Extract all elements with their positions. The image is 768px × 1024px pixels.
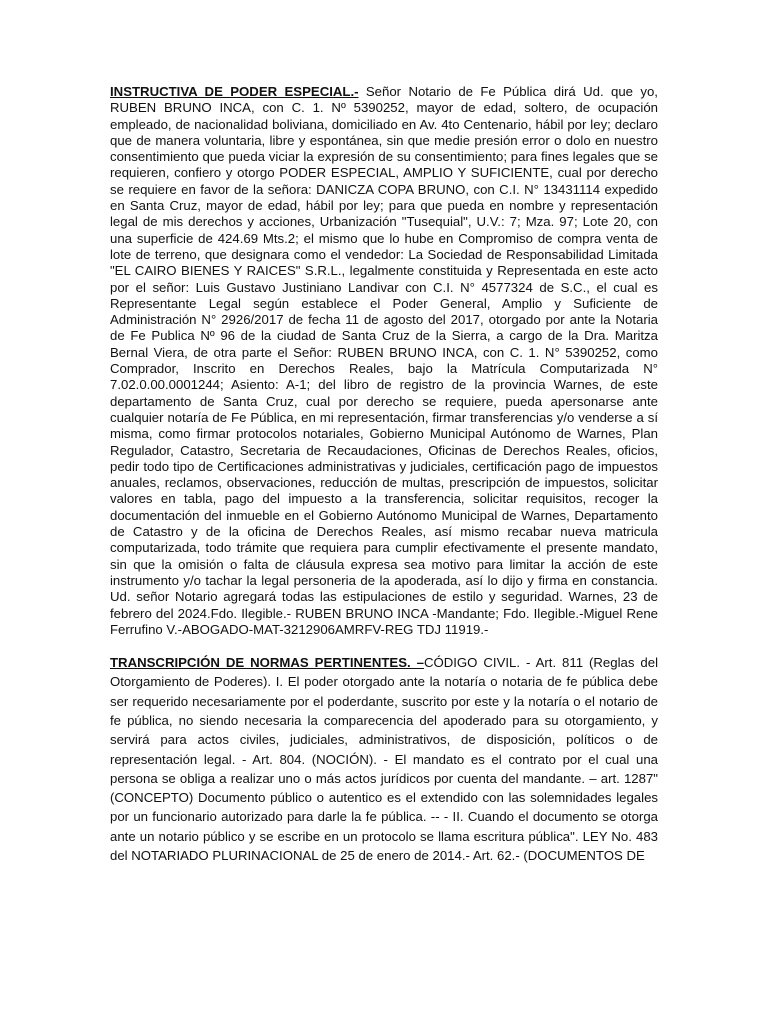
document-page	[110, 84, 658, 879]
instructiva-body: Señor Notario de Fe Pública dirá Ud. que yo, RUBEN BRUNO INCA, con C. 1. Nº 5390252, mayor de edad, soltero, de ocupación empleado, de nacionalidad boliviana, domiciliado en Av. 4to Centenario, hábil por ley; declaro que de manera voluntaria, libre y espontánea, sin que medie presión error o dolo en nuestro consentimiento que pueda viciar la expresión de su consentimiento; para fines legales que se requieren, confiero y otorgo PODER ESPECIAL, AMPLIO Y SUFICIENTE, cual por derecho se requiere en favor de la señora: DANICZA COPA BRUNO, con C.I. N° 13431114 expedido en Santa Cruz, mayor de edad, hábil por ley; para que pueda en nombre y representación legal de mis derechos y acciones, Urbanización "Tusequial", U.V.: 7; Mza. 97; Lote 20, con una superficie de 424.69 Mts.2; el mismo que lo hube en Compromiso de compra venta de lote de terreno, que designara como el vendedor: La Sociedad de Responsabilidad Limitada "EL CAIRO BIENES Y RAICES" S.R.L., legalmente constituida y Representada en este acto por el señor: Luis Gustavo Justiniano Landivar con C.I. N° 4577324 de S.C., el cual es Representante Legal según establece el Poder General, Amplio y Suficiente de Administración N° 2926/2017 de fecha 11 de agosto del 2017, otorgado por ante la Notaria de Fe Publica Nº 96 de la ciudad de Santa Cruz de la Sierra, a cargo de la Dra. Maritza Bernal Viera, de otra parte el Señor: RUBEN BRUNO INCA, con C. 1. N° 5390252, como Comprador, Inscrito en Derechos Reales, bajo la Matrícula Computarizada N° 7.02.0.00.0001244; Asiento: A-1; del libro de registro de la provincia Warnes, de este departamento de Santa Cruz, cual por derecho se requiere, pueda apersonarse ante cualquier notaría de Fe Pública, en mi representación, firmar transferencias y/o venderse a sí misma, como firmar protocolos notariales, Gobierno Municipal Autónomo de Warnes, Plan Regulador, Catastro, Secretaria de Recaudaciones, Oficinas de Derechos Reales, oficios, pedir todo tipo de Certificaciones administrativas y judiciales, certificación pago de impuestos anuales, reclamos, observaciones, reducción de multas, prescripción de impuestos, solicitar valores en tabla, pago del impuesto a la transferencia, solicitar requisitos, recoger la documentación del inmueble en el Gobierno Autónomo Municipal de Warnes, Departamento de Catastro y de la oficina de Derechos Reales, así mismo recabar nueva matricula computarizada, todo trámite que requiera para cumplir efectivamente el presente mandato, sin que la omisión o falta de cláusula expresa sea motivo para limitar la acción de este instrumento y/o tachar la legal personeria de la apoderada, así lo dijo y firma en constancia. Ud. señor Notario agregará todas las estipulaciones de estilo y seguridad. Warnes, 23 de febrero del 2024.Fdo. Ilegible.- RUBEN BRUNO INCA -Mandante; Fdo. Ilegible.-Miguel Rene Ferrufino V.-ABOGADO-MAT-3212906AMRFV-REG TDJ 11919.-	[110, 84, 658, 637]
transcripcion-paragraph	[110, 653, 658, 865]
instructiva-heading: INSTRUCTIVA DE PODER ESPECIAL.-	[110, 84, 359, 99]
transcripcion-heading: TRANSCRIPCIÓN DE NORMAS PERTINENTES. –	[110, 655, 424, 671]
transcripcion-body: CÓDIGO CIVIL. - Art. 811 (Reglas del Otorgamiento de Poderes). I. El poder otorgado ante la notaría o notaria de fe pública debe ser requerido necesariamente por el poderdante, suscrito por este y la notaría o el notario de fe pública, no siendo necesaria la comparecencia del apoderado para su otorgamiento, y servirá para actos civiles, judiciales, administrativos, de disposición, políticos o de representación legal. - Art. 804. (NOCIÓN). - El mandato es el contrato por el cual una persona se obliga a realizar uno o más actos jurídicos por cuenta del mandante. – art. 1287" (CONCEPTO) Documento público o autentico es el extendido con las solemnidades legales por un funcionario autorizado para darle la fe pública. -- - II. Cuando el documento se otorga ante un notario público y se escribe en un protocolo se llama escritura pública". LEY No. 483 del NOTARIADO PLURINACIONAL de 25 de enero de 2014.- Art. 62.- (DOCUMENTOS DE	[110, 655, 659, 864]
instructiva-paragraph	[110, 84, 658, 638]
